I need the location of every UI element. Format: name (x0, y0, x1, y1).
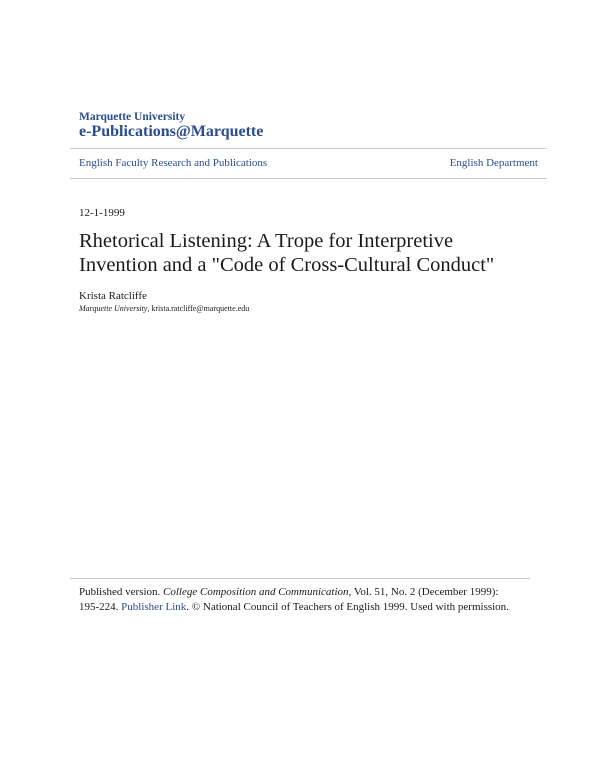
author-name: Krista Ratcliffe (79, 290, 147, 302)
english-faculty-link[interactable]: English Faculty Research and Publications (79, 157, 268, 169)
affiliation-name: Marquette University (79, 304, 148, 313)
copyright-notice: . © National Council of Teachers of English 1999. Used with permission. (186, 601, 509, 613)
author-affiliation (79, 304, 249, 314)
publisher-link[interactable]: Publisher Link (121, 601, 187, 613)
publication-prefix: Published version. (79, 586, 164, 598)
title-line-2: Invention and a "Code of Cross-Cultural Conduct" (79, 254, 495, 276)
english-department-link[interactable]: English Department (449, 157, 538, 169)
publication-note (79, 585, 519, 615)
repository-name[interactable]: e-Publications@Marquette (79, 123, 264, 140)
title-line-1: Rhetorical Listening: A Trope for Interpretive (79, 230, 454, 252)
publication-date: 12-1-1999 (79, 207, 125, 219)
journal-name: College Composition and Communication (163, 586, 349, 598)
publication-details: , Vol. 51, No. 2 (December 1999): 195-224. (79, 586, 499, 613)
document-title (79, 229, 559, 277)
divider-bottom (70, 178, 547, 179)
institution-name: Marquette University (79, 111, 186, 123)
divider-publication (70, 578, 530, 579)
author-email: , krista.ratcliffe@marquette.edu (147, 304, 250, 313)
divider-top (70, 148, 547, 149)
